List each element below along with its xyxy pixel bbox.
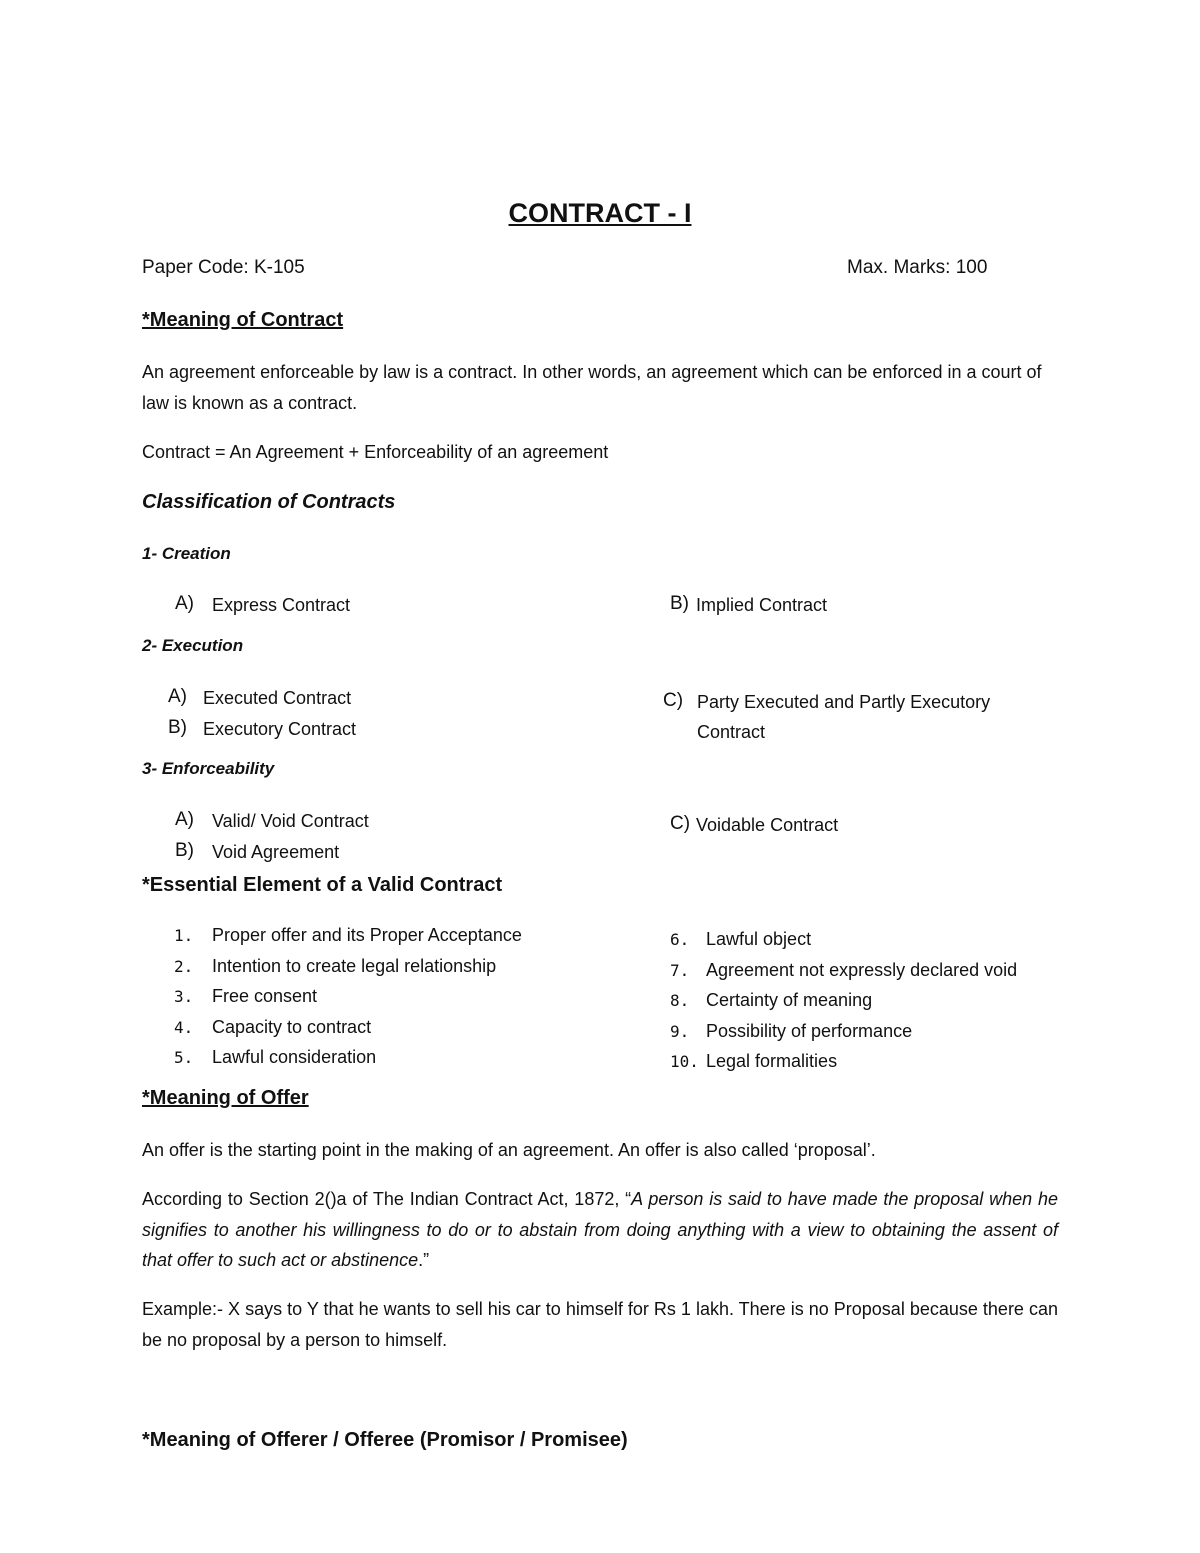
meaning-offer-heading: *Meaning of Offer — [142, 1087, 309, 1109]
contract-formula: Contract = An Agreement + Enforceability of an agreement — [142, 442, 609, 462]
execution-title: 2- Execution — [142, 636, 244, 655]
essential-item: Intention to create legal relationship — [212, 956, 497, 976]
essential-number: 5. — [174, 1048, 194, 1067]
enforceability-title: 3- Enforceability — [142, 759, 275, 778]
enforceability-b-label: B) — [175, 840, 194, 861]
essential-item: Proper offer and its Proper Acceptance — [212, 925, 522, 945]
essential-number: 10. — [670, 1052, 699, 1071]
essential-number: 3. — [174, 987, 194, 1006]
essential-number: 9. — [670, 1022, 690, 1041]
meaning-offerer-heading: *Meaning of Offerer / Offeree (Promisor / Promisee) — [142, 1429, 628, 1451]
essential-number: 4. — [174, 1018, 194, 1037]
essential-number: 1. — [174, 926, 194, 945]
execution-c-line2: Contract — [697, 722, 766, 742]
essential-number: 8. — [670, 991, 690, 1010]
creation-a-text: Express Contract — [212, 595, 351, 615]
enforceability-a-label: A) — [175, 809, 194, 830]
essential-item: Legal formalities — [706, 1051, 838, 1071]
essential-item: Lawful object — [706, 929, 812, 949]
execution-a-text: Executed Contract — [203, 688, 352, 708]
essential-item: Free consent — [212, 986, 318, 1006]
essential-number: 7. — [670, 961, 690, 980]
execution-b-label: B) — [168, 717, 187, 738]
essential-item: Agreement not expressly declared void — [706, 960, 1018, 980]
meaning-contract-paragraph: An agreement enforceable by law is a contract. In other words, an agreement which can be enforced in a court of law is known as a contract. — [142, 362, 1042, 413]
document-title: CONTRACT - I — [508, 198, 692, 228]
offer-quote-close: .” — [418, 1250, 430, 1270]
creation-b-text: Implied Contract — [696, 595, 828, 615]
offer-paragraph-1: An offer is the starting point in the making of an agreement. An offer is also called ‘proposal’. — [142, 1140, 876, 1160]
essential-item: Lawful consideration — [212, 1047, 377, 1067]
essential-heading: *Essential Element of a Valid Contract — [142, 874, 503, 896]
enforceability-a-text: Valid/ Void Contract — [212, 811, 369, 831]
execution-a-label: A) — [168, 686, 187, 707]
essential-number: 2. — [174, 957, 194, 976]
essential-number: 6. — [670, 930, 690, 949]
offer-paragraph-2 — [142, 1184, 1058, 1276]
offer-definition-quote: A person is said to have made the proposal when he signifies to another his willingness to do or to abstain from doing anything with a view to obtaining the assent of that offer to such act or abstinence — [142, 1189, 1058, 1270]
execution-b-text: Executory Contract — [203, 719, 357, 739]
offer-section-reference: According to Section 2()a of The Indian Contract Act, 1872, “ — [142, 1189, 632, 1209]
enforceability-c-label: C) — [670, 813, 691, 834]
enforceability-c-text: Voidable Contract — [696, 815, 839, 835]
essential-item: Certainty of meaning — [706, 990, 873, 1010]
essential-item: Possibility of performance — [706, 1021, 913, 1041]
creation-a-label: A) — [175, 593, 194, 614]
creation-title: 1- Creation — [142, 544, 231, 563]
paper-code: Paper Code: K-105 — [142, 257, 305, 278]
max-marks: Max. Marks: 100 — [847, 257, 988, 278]
classification-heading: Classification of Contracts — [142, 491, 396, 513]
execution-c-line1: Party Executed and Partly Executory — [697, 692, 991, 712]
offer-example: Example:- X says to Y that he wants to sell his car to himself for Rs 1 lakh. There is no Proposal because there can be no proposal by a person to himself. — [142, 1299, 1058, 1350]
creation-b-label: B) — [670, 593, 689, 614]
enforceability-b-text: Void Agreement — [212, 842, 340, 862]
execution-c-label: C) — [663, 690, 684, 711]
meaning-contract-heading: *Meaning of Contract — [142, 309, 344, 331]
essential-item: Capacity to contract — [212, 1017, 372, 1037]
